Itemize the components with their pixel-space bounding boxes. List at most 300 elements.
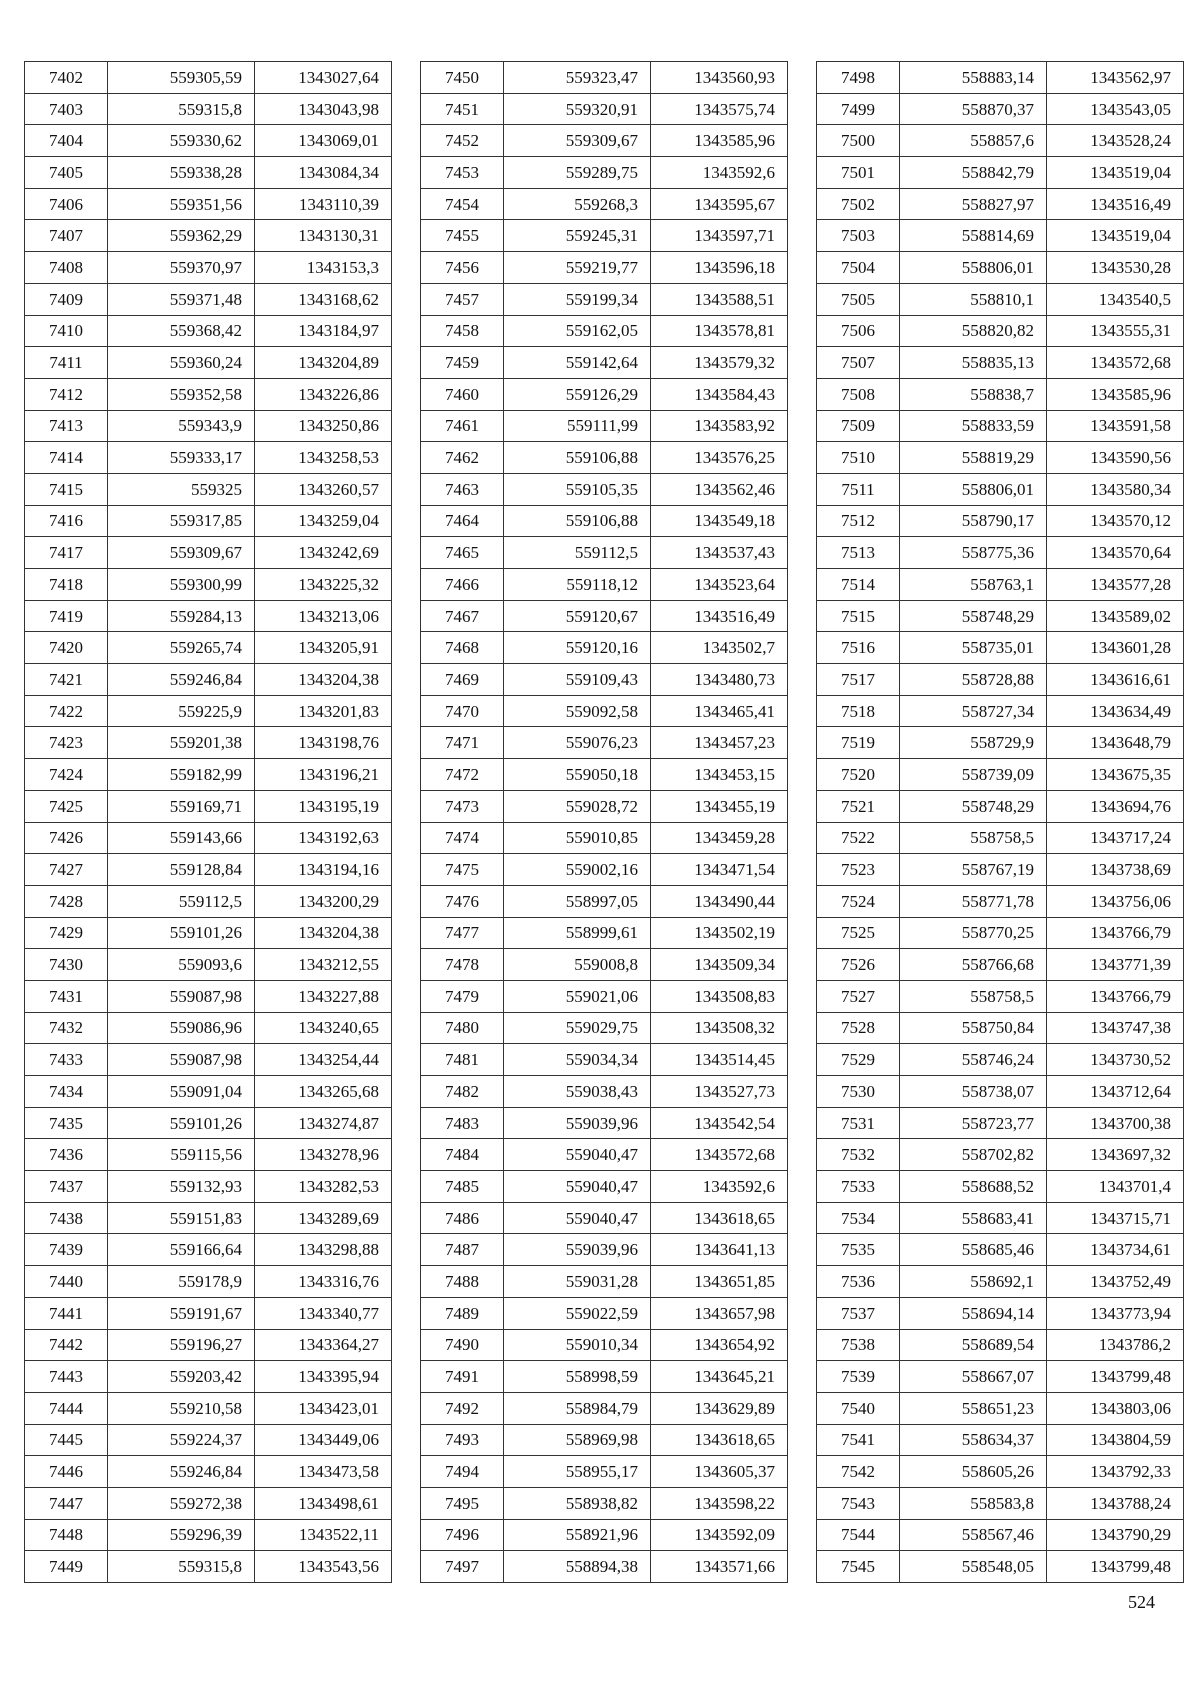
point-number-cell: 7486 [421,1202,504,1234]
point-number-cell: 7476 [421,885,504,917]
point-number-cell: 7402 [25,62,108,94]
x-coordinate-cell: 559040,47 [504,1171,651,1203]
table-row [421,1329,788,1361]
y-coordinate-cell: 1343490,44 [651,885,788,917]
y-coordinate-cell: 1343766,79 [1047,917,1184,949]
y-coordinate-cell: 1343641,13 [651,1234,788,1266]
table-row [421,252,788,284]
y-coordinate-cell: 1343455,19 [651,790,788,822]
y-coordinate-cell: 1343595,67 [651,188,788,220]
coordinate-table-2 [420,61,788,1583]
x-coordinate-cell: 559010,34 [504,1329,651,1361]
y-coordinate-cell: 1343195,19 [255,790,392,822]
y-coordinate-cell: 1343549,18 [651,505,788,537]
table-row [817,283,1184,315]
point-number-cell: 7444 [25,1392,108,1424]
x-coordinate-cell: 558651,23 [900,1392,1047,1424]
x-coordinate-cell: 559305,59 [108,62,255,94]
x-coordinate-cell: 558814,69 [900,220,1047,252]
y-coordinate-cell: 1343240,65 [255,1012,392,1044]
y-coordinate-cell: 1343502,7 [651,632,788,664]
x-coordinate-cell: 558999,61 [504,917,651,949]
y-coordinate-cell: 1343459,28 [651,822,788,854]
x-coordinate-cell: 558810,1 [900,283,1047,315]
point-number-cell: 7504 [817,252,900,284]
y-coordinate-cell: 1343542,54 [651,1107,788,1139]
x-coordinate-cell: 558998,59 [504,1361,651,1393]
y-coordinate-cell: 1343578,81 [651,315,788,347]
table-row [817,917,1184,949]
point-number-cell: 7544 [817,1519,900,1551]
point-number-cell: 7538 [817,1329,900,1361]
coordinate-table-3 [816,61,1184,1583]
point-number-cell: 7545 [817,1551,900,1583]
x-coordinate-cell: 559010,85 [504,822,651,854]
x-coordinate-cell: 558605,26 [900,1456,1047,1488]
y-coordinate-cell: 1343523,64 [651,569,788,601]
x-coordinate-cell: 559120,67 [504,600,651,632]
y-coordinate-cell: 1343528,24 [1047,125,1184,157]
point-number-cell: 7470 [421,695,504,727]
table-row [25,1456,392,1488]
table-row [421,505,788,537]
x-coordinate-cell: 559268,3 [504,188,651,220]
point-number-cell: 7516 [817,632,900,664]
y-coordinate-cell: 1343592,09 [651,1519,788,1551]
table-row [817,854,1184,886]
point-number-cell: 7530 [817,1076,900,1108]
y-coordinate-cell: 1343596,18 [651,252,788,284]
table-row [25,378,392,410]
x-coordinate-cell: 559315,8 [108,93,255,125]
y-coordinate-cell: 1343712,64 [1047,1076,1184,1108]
y-coordinate-cell: 1343471,54 [651,854,788,886]
table-row [817,1171,1184,1203]
table-row [817,473,1184,505]
point-number-cell: 7521 [817,790,900,822]
table-row [421,537,788,569]
x-coordinate-cell: 559219,77 [504,252,651,284]
point-number-cell: 7461 [421,410,504,442]
x-coordinate-cell: 559040,47 [504,1139,651,1171]
y-coordinate-cell: 1343580,34 [1047,473,1184,505]
point-number-cell: 7520 [817,759,900,791]
x-coordinate-cell: 559126,29 [504,378,651,410]
table-row [817,695,1184,727]
y-coordinate-cell: 1343730,52 [1047,1044,1184,1076]
x-coordinate-cell: 558735,01 [900,632,1047,664]
point-number-cell: 7443 [25,1361,108,1393]
table-row [421,1266,788,1298]
table-row [817,62,1184,94]
x-coordinate-cell: 558767,19 [900,854,1047,886]
x-coordinate-cell: 559196,27 [108,1329,255,1361]
y-coordinate-cell: 1343200,29 [255,885,392,917]
x-coordinate-cell: 558819,29 [900,442,1047,474]
x-coordinate-cell: 559309,67 [108,537,255,569]
y-coordinate-cell: 1343537,43 [651,537,788,569]
x-coordinate-cell: 559039,96 [504,1234,651,1266]
y-coordinate-cell: 1343701,4 [1047,1171,1184,1203]
x-coordinate-cell: 558763,1 [900,569,1047,601]
point-number-cell: 7488 [421,1266,504,1298]
y-coordinate-cell: 1343555,31 [1047,315,1184,347]
y-coordinate-cell: 1343192,63 [255,822,392,854]
point-number-cell: 7406 [25,188,108,220]
point-number-cell: 7442 [25,1329,108,1361]
table-row [25,1424,392,1456]
y-coordinate-cell: 1343519,04 [1047,157,1184,189]
y-coordinate-cell: 1343788,24 [1047,1487,1184,1519]
point-number-cell: 7412 [25,378,108,410]
table-row [421,980,788,1012]
point-number-cell: 7418 [25,569,108,601]
x-coordinate-cell: 559351,56 [108,188,255,220]
table-row [817,188,1184,220]
point-number-cell: 7491 [421,1361,504,1393]
point-number-cell: 7425 [25,790,108,822]
x-coordinate-cell: 559368,42 [108,315,255,347]
y-coordinate-cell: 1343576,25 [651,442,788,474]
point-number-cell: 7432 [25,1012,108,1044]
x-coordinate-cell: 559246,84 [108,1456,255,1488]
x-coordinate-cell: 559029,75 [504,1012,651,1044]
y-coordinate-cell: 1343530,28 [1047,252,1184,284]
table-row [817,1329,1184,1361]
table-row [25,1107,392,1139]
y-coordinate-cell: 1343498,61 [255,1487,392,1519]
y-coordinate-cell: 1343516,49 [651,600,788,632]
table-row [25,822,392,854]
x-coordinate-cell: 559128,84 [108,854,255,886]
y-coordinate-cell: 1343597,71 [651,220,788,252]
x-coordinate-cell: 559076,23 [504,727,651,759]
x-coordinate-cell: 559008,8 [504,949,651,981]
y-coordinate-cell: 1343575,74 [651,93,788,125]
point-number-cell: 7452 [421,125,504,157]
x-coordinate-cell: 558938,82 [504,1487,651,1519]
point-number-cell: 7428 [25,885,108,917]
table-row [421,157,788,189]
x-coordinate-cell: 559289,75 [504,157,651,189]
point-number-cell: 7539 [817,1361,900,1393]
table-row [817,980,1184,1012]
y-coordinate-cell: 1343130,31 [255,220,392,252]
point-number-cell: 7512 [817,505,900,537]
point-number-cell: 7481 [421,1044,504,1076]
table-row [421,62,788,94]
x-coordinate-cell: 558738,07 [900,1076,1047,1108]
point-number-cell: 7454 [421,188,504,220]
x-coordinate-cell: 559050,18 [504,759,651,791]
point-number-cell: 7460 [421,378,504,410]
table-row [25,885,392,917]
point-number-cell: 7441 [25,1297,108,1329]
table-row [25,569,392,601]
point-number-cell: 7541 [817,1424,900,1456]
table-row [421,854,788,886]
table-row [421,188,788,220]
y-coordinate-cell: 1343675,35 [1047,759,1184,791]
point-number-cell: 7424 [25,759,108,791]
x-coordinate-cell: 558857,6 [900,125,1047,157]
y-coordinate-cell: 1343585,96 [1047,378,1184,410]
coordinate-tables [24,61,1184,1583]
y-coordinate-cell: 1343543,56 [255,1551,392,1583]
point-number-cell: 7501 [817,157,900,189]
table-row [817,1076,1184,1108]
point-number-cell: 7531 [817,1107,900,1139]
x-coordinate-cell: 559021,06 [504,980,651,1012]
y-coordinate-cell: 1343473,58 [255,1456,392,1488]
x-coordinate-cell: 559325 [108,473,255,505]
x-coordinate-cell: 559182,99 [108,759,255,791]
table-row [817,632,1184,664]
point-number-cell: 7508 [817,378,900,410]
x-coordinate-cell: 559330,62 [108,125,255,157]
x-coordinate-cell: 558820,82 [900,315,1047,347]
point-number-cell: 7446 [25,1456,108,1488]
x-coordinate-cell: 559162,05 [504,315,651,347]
table-row [421,473,788,505]
point-number-cell: 7421 [25,664,108,696]
point-number-cell: 7497 [421,1551,504,1583]
table-row [817,1234,1184,1266]
y-coordinate-cell: 1343226,86 [255,378,392,410]
table-row [421,1519,788,1551]
point-number-cell: 7455 [421,220,504,252]
x-coordinate-cell: 559225,9 [108,695,255,727]
table-row [817,1139,1184,1171]
y-coordinate-cell: 1343225,32 [255,569,392,601]
x-coordinate-cell: 559132,93 [108,1171,255,1203]
table-row [817,1107,1184,1139]
y-coordinate-cell: 1343697,32 [1047,1139,1184,1171]
point-number-cell: 7513 [817,537,900,569]
x-coordinate-cell: 559265,74 [108,632,255,664]
table-row [421,727,788,759]
table-row [817,220,1184,252]
point-number-cell: 7487 [421,1234,504,1266]
x-coordinate-cell: 558870,37 [900,93,1047,125]
x-coordinate-cell: 559028,72 [504,790,651,822]
table-row [25,188,392,220]
point-number-cell: 7489 [421,1297,504,1329]
point-number-cell: 7529 [817,1044,900,1076]
point-number-cell: 7417 [25,537,108,569]
x-coordinate-cell: 558835,13 [900,347,1047,379]
x-coordinate-cell: 559105,35 [504,473,651,505]
y-coordinate-cell: 1343799,48 [1047,1361,1184,1393]
table-row [421,949,788,981]
x-coordinate-cell: 558758,5 [900,980,1047,1012]
x-coordinate-cell: 559246,84 [108,664,255,696]
point-number-cell: 7515 [817,600,900,632]
table-row [25,759,392,791]
point-number-cell: 7450 [421,62,504,94]
x-coordinate-cell: 558689,54 [900,1329,1047,1361]
table-row [817,664,1184,696]
point-number-cell: 7471 [421,727,504,759]
table-row [25,473,392,505]
point-number-cell: 7440 [25,1266,108,1298]
x-coordinate-cell: 559031,28 [504,1266,651,1298]
y-coordinate-cell: 1343274,87 [255,1107,392,1139]
y-coordinate-cell: 1343605,37 [651,1456,788,1488]
table-row [817,1551,1184,1583]
y-coordinate-cell: 1343590,56 [1047,442,1184,474]
x-coordinate-cell: 559272,38 [108,1487,255,1519]
point-number-cell: 7485 [421,1171,504,1203]
x-coordinate-cell: 558766,68 [900,949,1047,981]
table-row [817,600,1184,632]
table-row [25,949,392,981]
point-number-cell: 7403 [25,93,108,125]
point-number-cell: 7469 [421,664,504,696]
table-body [421,62,788,1583]
table-row [421,1456,788,1488]
table-row [817,125,1184,157]
y-coordinate-cell: 1343527,73 [651,1076,788,1108]
x-coordinate-cell: 559087,98 [108,980,255,1012]
y-coordinate-cell: 1343027,64 [255,62,392,94]
y-coordinate-cell: 1343508,32 [651,1012,788,1044]
y-coordinate-cell: 1343657,98 [651,1297,788,1329]
point-number-cell: 7507 [817,347,900,379]
x-coordinate-cell: 559169,71 [108,790,255,822]
y-coordinate-cell: 1343465,41 [651,695,788,727]
y-coordinate-cell: 1343738,69 [1047,854,1184,886]
point-number-cell: 7426 [25,822,108,854]
x-coordinate-cell: 559315,8 [108,1551,255,1583]
table-row [25,1044,392,1076]
y-coordinate-cell: 1343259,04 [255,505,392,537]
x-coordinate-cell: 558567,46 [900,1519,1047,1551]
table-row [25,1519,392,1551]
table-body [817,62,1184,1583]
y-coordinate-cell: 1343756,06 [1047,885,1184,917]
y-coordinate-cell: 1343634,49 [1047,695,1184,727]
point-number-cell: 7483 [421,1107,504,1139]
point-number-cell: 7411 [25,347,108,379]
y-coordinate-cell: 1343747,38 [1047,1012,1184,1044]
x-coordinate-cell: 559203,42 [108,1361,255,1393]
x-coordinate-cell: 559224,37 [108,1424,255,1456]
table-row [817,1487,1184,1519]
y-coordinate-cell: 1343278,96 [255,1139,392,1171]
point-number-cell: 7496 [421,1519,504,1551]
table-row [25,283,392,315]
point-number-cell: 7502 [817,188,900,220]
x-coordinate-cell: 559338,28 [108,157,255,189]
y-coordinate-cell: 1343700,38 [1047,1107,1184,1139]
point-number-cell: 7482 [421,1076,504,1108]
y-coordinate-cell: 1343766,79 [1047,980,1184,1012]
table-row [421,822,788,854]
y-coordinate-cell: 1343519,04 [1047,220,1184,252]
point-number-cell: 7517 [817,664,900,696]
point-number-cell: 7420 [25,632,108,664]
x-coordinate-cell: 558758,5 [900,822,1047,854]
y-coordinate-cell: 1343242,69 [255,537,392,569]
point-number-cell: 7419 [25,600,108,632]
x-coordinate-cell: 558833,59 [900,410,1047,442]
table-row [421,1107,788,1139]
table-row [817,1361,1184,1393]
table-row [25,1297,392,1329]
y-coordinate-cell: 1343773,94 [1047,1297,1184,1329]
point-number-cell: 7413 [25,410,108,442]
y-coordinate-cell: 1343514,45 [651,1044,788,1076]
y-coordinate-cell: 1343803,06 [1047,1392,1184,1424]
y-coordinate-cell: 1343648,79 [1047,727,1184,759]
table-row [817,1424,1184,1456]
table-row [25,505,392,537]
table-row [817,315,1184,347]
table-row [25,1266,392,1298]
y-coordinate-cell: 1343457,23 [651,727,788,759]
x-coordinate-cell: 559120,16 [504,632,651,664]
point-number-cell: 7435 [25,1107,108,1139]
y-coordinate-cell: 1343502,19 [651,917,788,949]
y-coordinate-cell: 1343790,29 [1047,1519,1184,1551]
point-number-cell: 7415 [25,473,108,505]
table-row [421,790,788,822]
point-number-cell: 7422 [25,695,108,727]
point-number-cell: 7540 [817,1392,900,1424]
point-number-cell: 7518 [817,695,900,727]
x-coordinate-cell: 559091,04 [108,1076,255,1108]
point-number-cell: 7525 [817,917,900,949]
y-coordinate-cell: 1343340,77 [255,1297,392,1329]
x-coordinate-cell: 559106,88 [504,442,651,474]
x-coordinate-cell: 558771,78 [900,885,1047,917]
x-coordinate-cell: 558806,01 [900,473,1047,505]
x-coordinate-cell: 558729,9 [900,727,1047,759]
x-coordinate-cell: 559199,34 [504,283,651,315]
y-coordinate-cell: 1343084,34 [255,157,392,189]
table-row [25,315,392,347]
point-number-cell: 7492 [421,1392,504,1424]
table-row [421,1297,788,1329]
point-number-cell: 7433 [25,1044,108,1076]
table-row [421,378,788,410]
y-coordinate-cell: 1343265,68 [255,1076,392,1108]
y-coordinate-cell: 1343212,55 [255,949,392,981]
y-coordinate-cell: 1343734,61 [1047,1234,1184,1266]
x-coordinate-cell: 559101,26 [108,1107,255,1139]
point-number-cell: 7409 [25,283,108,315]
y-coordinate-cell: 1343198,76 [255,727,392,759]
table-row [25,1487,392,1519]
y-coordinate-cell: 1343771,39 [1047,949,1184,981]
table-body [25,62,392,1583]
point-number-cell: 7430 [25,949,108,981]
point-number-cell: 7528 [817,1012,900,1044]
point-number-cell: 7456 [421,252,504,284]
point-number-cell: 7514 [817,569,900,601]
y-coordinate-cell: 1343395,94 [255,1361,392,1393]
table-row [25,727,392,759]
point-number-cell: 7495 [421,1487,504,1519]
x-coordinate-cell: 558955,17 [504,1456,651,1488]
y-coordinate-cell: 1343168,62 [255,283,392,315]
table-row [421,1044,788,1076]
table-row [25,790,392,822]
x-coordinate-cell: 559333,17 [108,442,255,474]
x-coordinate-cell: 558750,84 [900,1012,1047,1044]
table-row [25,252,392,284]
